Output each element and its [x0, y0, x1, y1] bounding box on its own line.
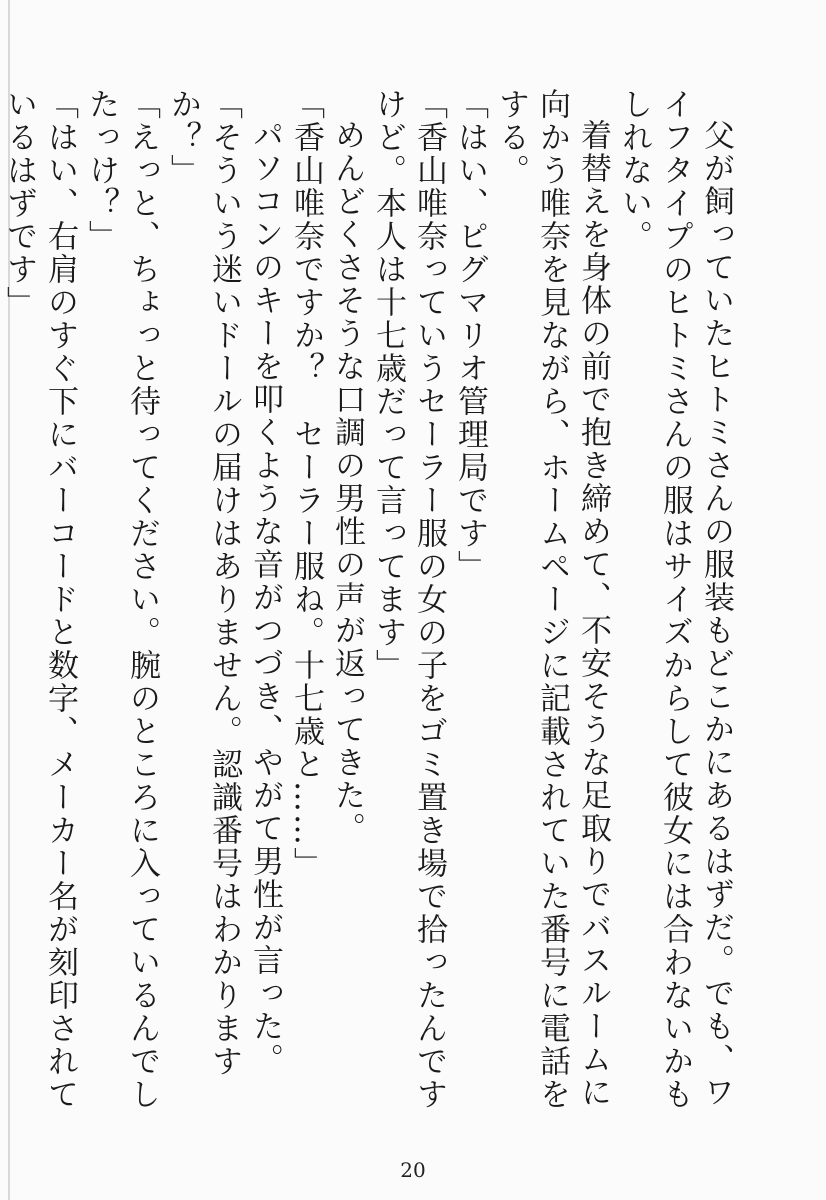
dialogue-line-1: 「はい、ピグマリオ管理局です」 [452, 88, 488, 583]
dialogue-line-4: 「そういう迷いドールの届けはありません。認識番号はわかりますか？」 [165, 88, 242, 1078]
dialogue-line-2: 「香山唯奈っていうセーラー服の女の子をゴミ置き場で拾ったんですけど。本人は十七歳だって言ってます」 [370, 88, 447, 1111]
page-number: 20 [400, 1158, 426, 1182]
paragraph-1: 父が飼っていたヒトミさんの服装もどこかにあるはずだ。でも、ワイフタイプのヒトミさんの服はサイズからして彼女には合わないかもしれない。 [616, 88, 734, 1111]
paragraph-2: 着替えを身体の前で抱き締めて、不安そうな足取りでバスルームに向かう唯奈を見ながら、ホームページに記載されていた番号に電話をする。 [493, 88, 611, 1111]
dialogue-line-3: 「香山唯奈ですか？ セーラー服ね。十七歳と……」 [288, 88, 324, 880]
dialogue-line-6: 「はい、右肩のすぐ下にバーコードと数字、メーカー名が刻印されているはずです」 [1, 88, 78, 1111]
vertical-text-block [1, 88, 736, 1128]
paragraph-3: めんどくさそうな口調の男性の声が返ってきた。 [329, 119, 365, 845]
paragraph-4: パソコンのキーを叩くような音がつづき、やがて男性が言った。 [247, 119, 283, 1076]
dialogue-line-5: 「えっと、ちょっと待ってください。腕のところに入っているんでしたっけ？」 [83, 88, 160, 1111]
